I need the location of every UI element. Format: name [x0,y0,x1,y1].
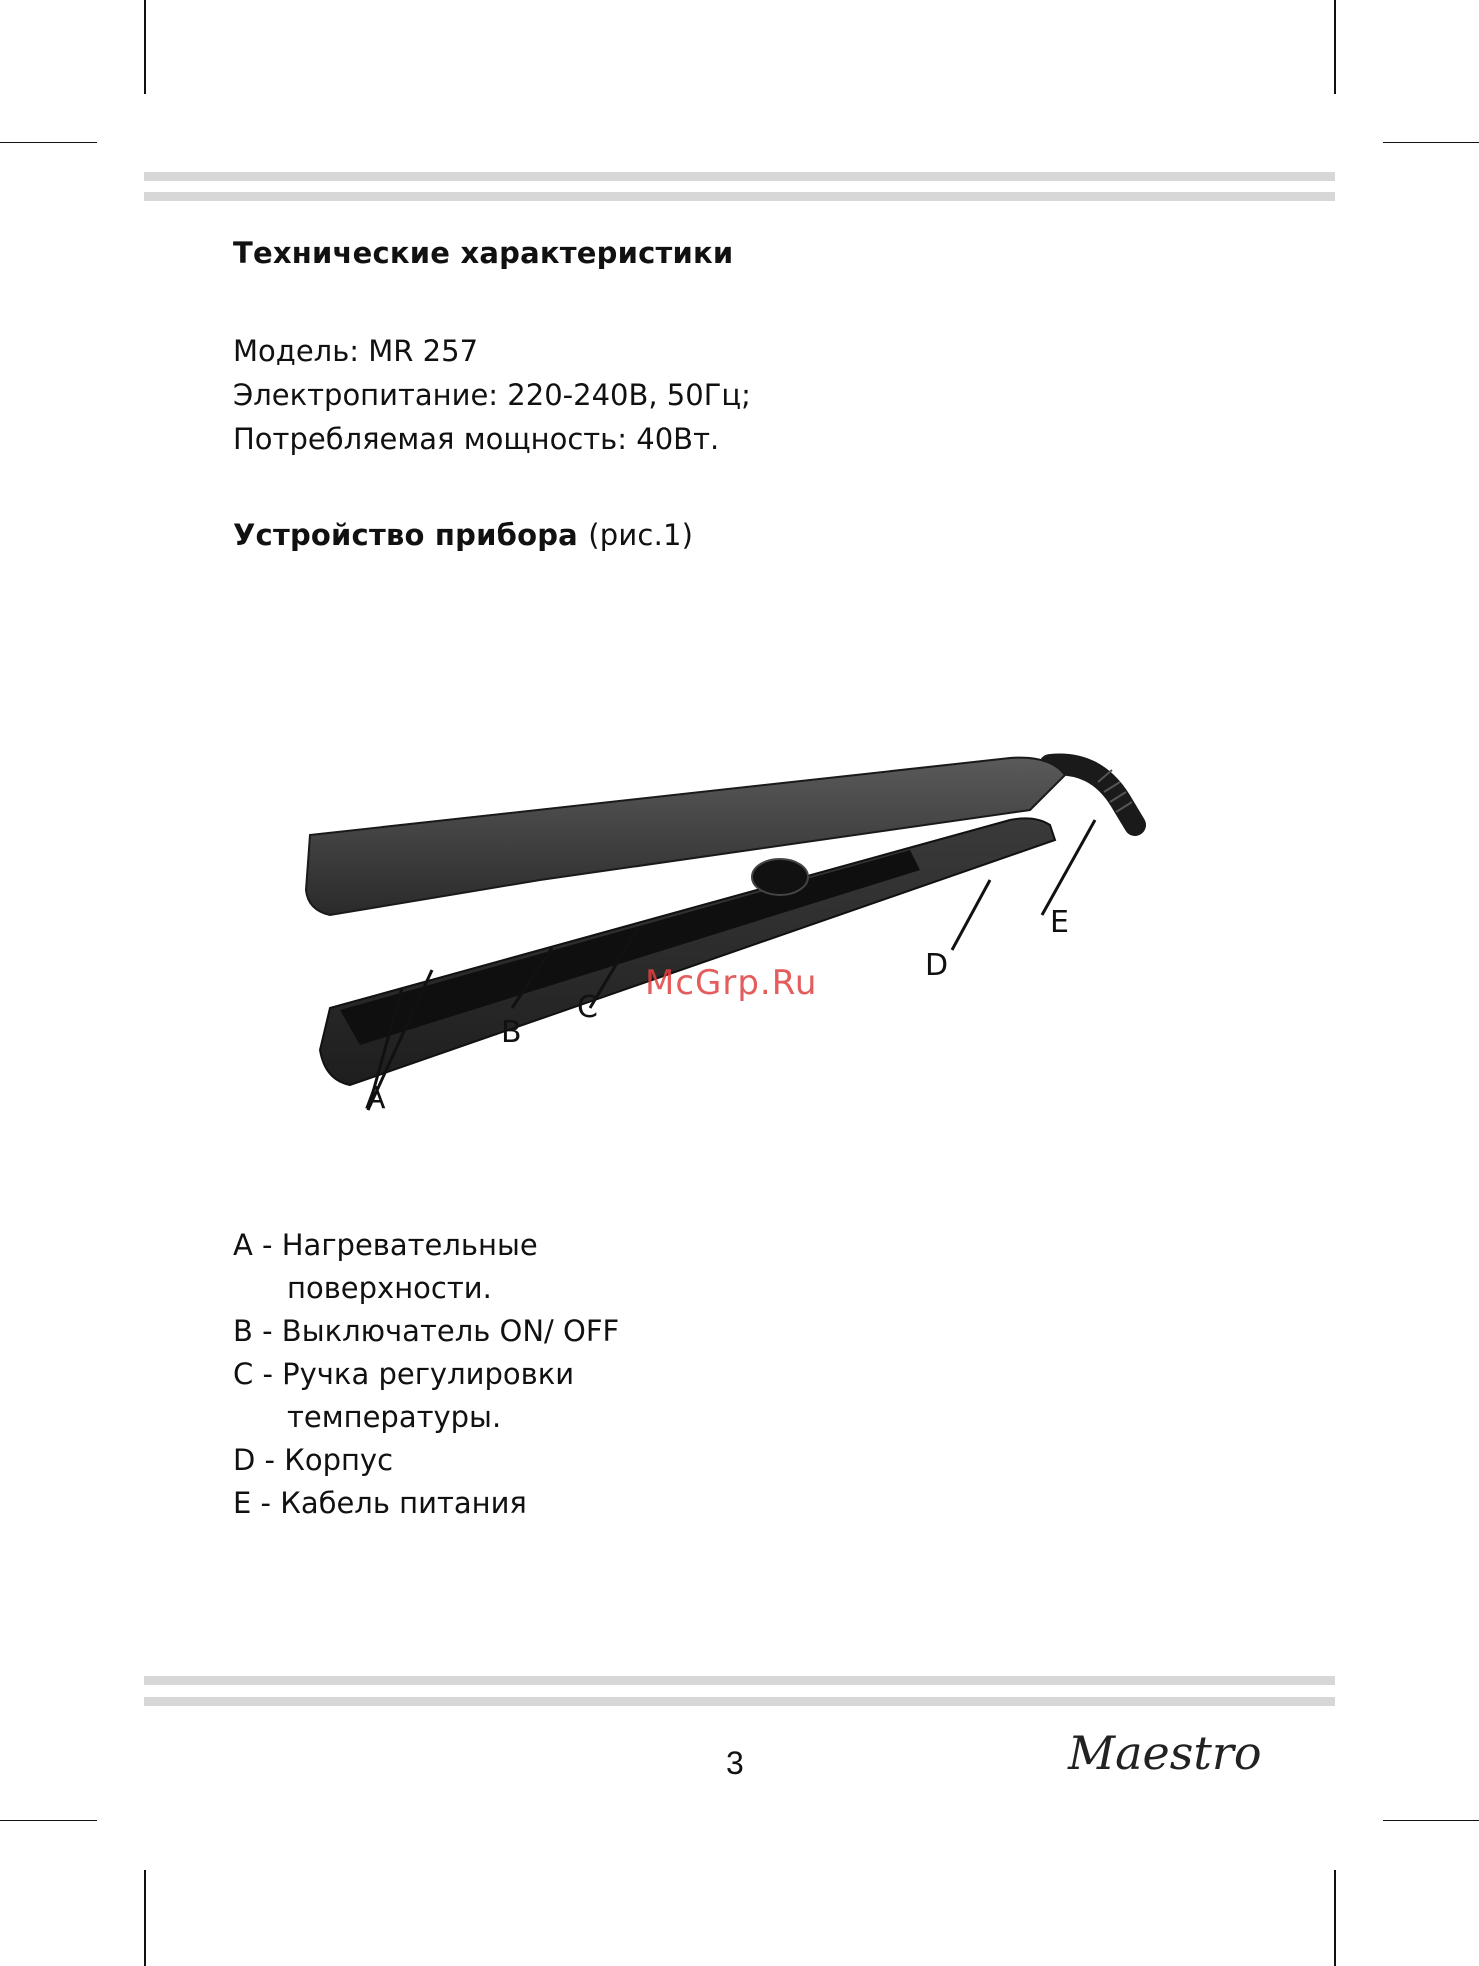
crop-mark-top-right-horizontal [1383,142,1479,143]
crop-mark-top-left-horizontal [0,142,97,143]
header-band-1 [144,172,1335,181]
specs-heading: Технические характеристики [233,236,734,270]
callout-e: E [1050,905,1069,940]
legend-item-d: D - Корпус [233,1443,394,1477]
crop-mark-bottom-left-vertical [144,1870,146,1966]
hair-straightener-illustration [290,740,1190,1120]
device-figure [290,740,1190,1120]
crop-mark-bottom-left-horizontal [0,1820,97,1821]
spec-model: Модель: MR 257 [233,334,479,368]
brand-logo: Maestro [1068,1726,1262,1780]
callout-a: A [365,1081,386,1116]
callout-d: D [925,948,949,983]
callout-c: C [577,990,598,1025]
page-number: 3 [726,1745,744,1781]
spec-consumption: Потребляемая мощность: 40Вт. [233,422,720,456]
footer-band-1 [144,1676,1335,1685]
device-heading-ref: (рис.1) [588,518,694,552]
spec-power-supply: Электропитание: 220-240В, 50Гц; [233,378,751,412]
crop-mark-bottom-right-horizontal [1383,1820,1479,1821]
legend-item-e: E - Кабель питания [233,1486,527,1520]
legend-item-c: C - Ручка регулировки [233,1357,575,1391]
crop-mark-bottom-right-vertical [1334,1870,1336,1966]
crop-mark-top-right-vertical [1334,0,1336,94]
legend-item-b: B - Выключатель ON/ OFF [233,1314,620,1348]
callout-b: B [501,1015,522,1050]
crop-mark-top-left-vertical [144,0,146,94]
footer-band-2 [144,1697,1335,1706]
temperature-dial-shape [752,859,808,895]
watermark: McGrp.Ru [645,963,818,1003]
legend-item-c-continued: температуры. [287,1400,502,1434]
legend-item-a: A - Нагревательные [233,1228,538,1262]
legend-item-a-continued: поверхности. [287,1271,492,1305]
device-heading-title: Устройство прибора [233,518,578,552]
parts-legend [233,1224,619,1525]
device-heading [233,518,693,552]
header-band-2 [144,192,1335,201]
